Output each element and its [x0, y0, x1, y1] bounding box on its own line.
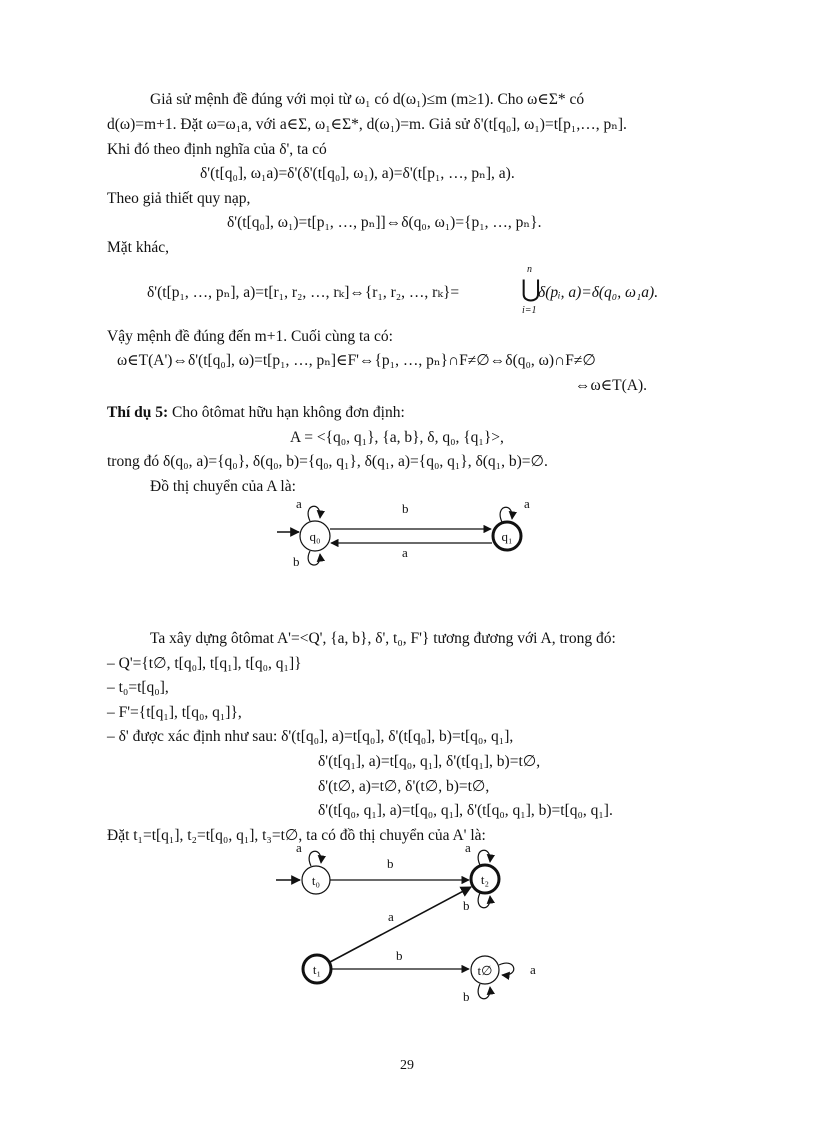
label-loop-tempty-bottom: b [463, 989, 470, 1004]
line-20: – δ' được xác định như sau: δ'(t[q₀], a)=t[q₀], δ'(t[q₀], b)=t[q₀, q₁], [107, 728, 514, 745]
line-21: δ'(t[q₁], a)=t[q₀, q₁], δ'(t[q₁], b)=t∅, [318, 753, 541, 770]
line-03: Khi đó theo định nghĩa của δ', ta có [107, 141, 327, 158]
line-15: Đồ thị chuyển của A là: [150, 478, 296, 495]
label-loop-t2-bottom: b [463, 898, 470, 913]
line-01: Giả sử mệnh đề đúng với mọi từ ω₁ có d(ω₁)≤m (m≥1). Cho ω∈Σ* có [150, 91, 585, 108]
line-06: δ'(t[q₀], ω₁)=t[p₁, …, pₙ]]⇔δ(q₀, ω₁)={p₁, …, pₙ}. [227, 214, 542, 231]
union-symbol: ⋃ [521, 277, 541, 303]
label-loop-t2-top: a [465, 840, 471, 855]
line-11: ⇔ω∈T(A). [575, 377, 648, 394]
line-07: Mặt khác, [107, 239, 169, 256]
line-22: δ'(t∅, a)=t∅, δ'(t∅, b)=t∅, [318, 778, 490, 795]
loop-t2-bottom [478, 893, 490, 908]
loop-tempty-bottom [478, 984, 490, 999]
union-upper: n [527, 264, 532, 275]
line-04: δ'(t[q₀], ω₁a)=δ'(δ'(t[q₀], ω₁), a)=δ'(t[p₁, …, pₙ], a). [200, 165, 515, 182]
line-16: Ta xây dựng ôtômat A'=<Q', {a, b}, δ', t₀, F'} tương đương với A, trong đó: [150, 630, 616, 647]
page-number: 29 [400, 1058, 414, 1073]
line-17: – Q'={t∅, t[q₀], t[q₁], t[q₀, q₁]} [107, 655, 302, 672]
label-edge-t1-t2: a [388, 909, 394, 924]
label-loop-tempty-right: a [530, 962, 536, 977]
line-05: Theo giả thiết quy nạp, [107, 190, 251, 207]
state-t2-label: t₂ [480, 872, 490, 887]
line-23: δ'(t[q₀, q₁], a)=t[q₀, q₁], δ'(t[q₀, q₁], b)=t[q₀, q₁]. [318, 802, 613, 819]
loop-t2-top [478, 850, 490, 865]
label-loop-t0: a [296, 840, 302, 855]
state-q1-label: q₁ [501, 529, 513, 544]
line-24: Đặt t₁=t[q₁], t₂=t[q₀, q₁], t₃=t∅, ta có đồ thị chuyển của A' là: [107, 827, 486, 844]
label-edge-q0-q1: b [402, 501, 409, 516]
label-edge-t1-tempty: b [396, 948, 403, 963]
line-18: – t₀=t[q₀], [107, 679, 169, 696]
label-loop-q0-bottom: b [293, 554, 300, 569]
line-09: Vậy mệnh đề đúng đến m+1. Cuối cùng ta có: [107, 328, 393, 345]
line-19: – F'={t[q₁], t[q₀, q₁]}, [107, 704, 242, 721]
line-10: ω∈T(A')⇔δ'(t[q₀], ω)=t[p₁, …, pₙ]∈F'⇔{p₁, …, pₙ}∩F≠∅⇔δ(q₀, ω)∩F≠∅ [117, 352, 596, 369]
label-loop-q0-top: a [296, 496, 302, 511]
state-t0-label: t₀ [311, 873, 321, 888]
label-loop-q1-top: a [524, 496, 530, 511]
line-08: δ'(t[p₁, …, pₙ], a)=t[r₁, r₂, …, rₖ]⇔{r₁, r₂, …, rₖ}= [147, 284, 460, 301]
state-q0-label: q₀ [309, 529, 321, 544]
label-edge-q1-q0: a [402, 545, 408, 560]
label-edge-t0-t2: b [387, 856, 394, 871]
line-08-tail: δ(pᵢ, a)=δ(q₀, ω₁a). [538, 284, 659, 301]
example-intro: Cho ôtômat hữu hạn không đơn định: [168, 404, 405, 421]
example-label: Thí dụ 5: [107, 404, 169, 421]
line-13: A = <{q₀, q₁}, {a, b}, δ, q₀, {q₁}>, [290, 429, 504, 446]
state-tempty-label: t∅ [477, 963, 493, 978]
line-02: d(ω)=m+1. Đặt ω=ω₁a, với a∈Σ, ω₁∈Σ*, d(ω₁)=m. Giả sử δ'(t[q₀], ω₁)=t[p₁,…, pₙ]. [107, 116, 627, 133]
union-lower: i=1 [522, 305, 537, 316]
line-14: trong đó δ(q₀, a)={q₀}, δ(q₀, b)={q₀, q₁}, δ(q₁, a)={q₀, q₁}, δ(q₁, b)=∅. [107, 453, 548, 470]
state-t1-label: t₁ [312, 962, 322, 977]
loop-t0-top [309, 851, 321, 866]
loop-tempty-right [499, 963, 514, 975]
